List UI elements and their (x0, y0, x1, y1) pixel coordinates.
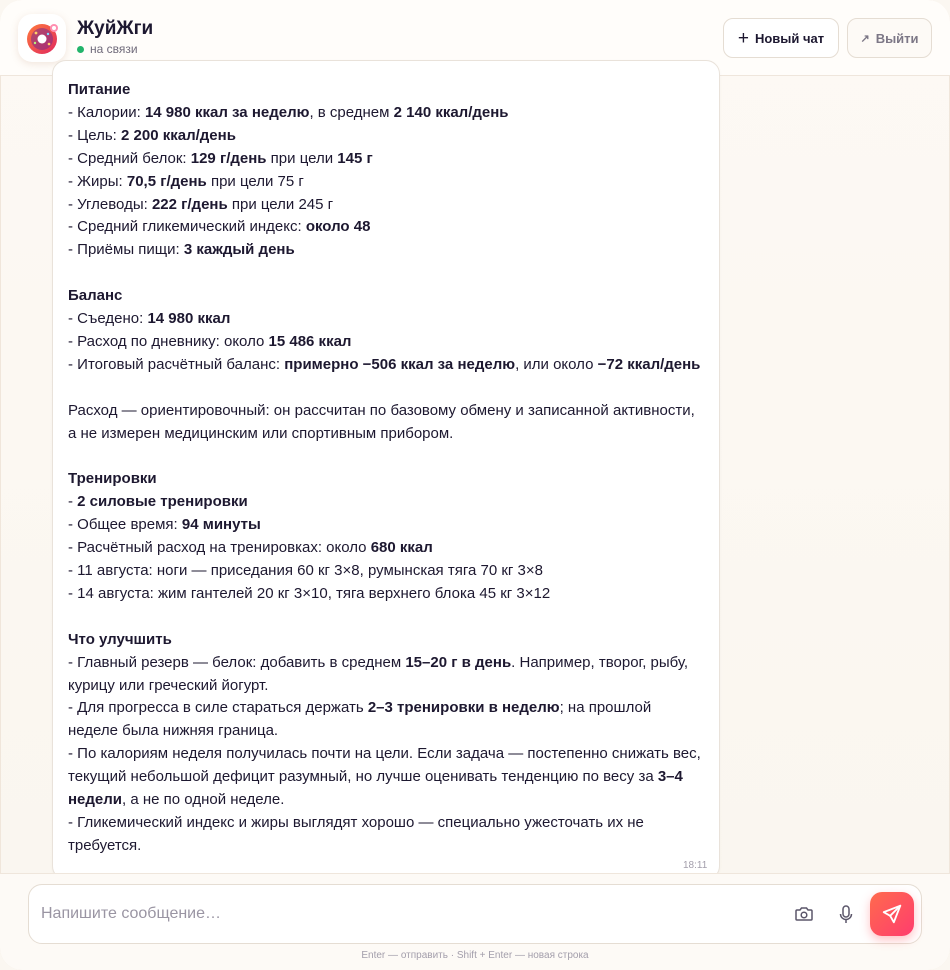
message-text-segment: - Для прогресса в силе стараться держать (68, 699, 368, 717)
message-line (68, 652, 708, 675)
message-text-segment: а не измерен медицинским или спортивным прибором. (68, 424, 454, 442)
message-line (68, 423, 708, 446)
message-line (68, 491, 708, 514)
message-text-segment: - По калориям неделя получилась почти на цели. Если задача — постепенно снижать вес, (68, 745, 701, 763)
message-text-segment: - Общее время: (68, 516, 182, 534)
message-line (68, 400, 708, 423)
message-line (68, 148, 708, 171)
message-line (68, 79, 708, 102)
message-text-segment: , а не по одной неделе. (122, 791, 285, 809)
message-blank-line (68, 377, 708, 400)
message-bold-text: 3–4 (657, 768, 683, 786)
microphone-icon[interactable] (834, 902, 858, 926)
message-text-segment: - Цель: (68, 126, 122, 144)
message-bold-text: 15 486 ккал (268, 332, 352, 350)
message-line (68, 354, 708, 377)
message-text-segment: - (68, 493, 78, 511)
message-bold-text: 2 140 ккал/день (393, 103, 509, 121)
message-text-segment: курицу или греческий йогурт. (68, 676, 269, 694)
online-indicator (77, 46, 84, 53)
message-line (68, 675, 708, 698)
message-bold-text: примерно −506 ккал за неделю (284, 355, 516, 373)
message-line (68, 239, 708, 262)
message-bold-text: Тренировки (68, 470, 157, 488)
message-text-segment: - 11 августа: ноги — приседания 60 кг 3×8, румынская тяга 70 кг 3×8 (68, 561, 543, 579)
camera-icon[interactable] (792, 902, 816, 926)
message-bold-text: 70,5 г/день (126, 172, 207, 190)
message-line (68, 308, 708, 331)
new-chat-label: Новый чат (754, 30, 825, 46)
keyboard-hint: Enter — отправить · Shift + Enter — новая строка (361, 950, 589, 961)
message-text-segment: при цели 75 г (206, 172, 304, 190)
message-text-segment: - Расход по дневнику: около (68, 332, 269, 350)
message-line (68, 583, 708, 606)
plus-icon: + (737, 27, 749, 49)
message-bold-text: 94 минуты (181, 516, 261, 534)
message-line (68, 697, 708, 720)
message-text-segment: - Итоговый расчётный баланс: (68, 355, 285, 373)
message-bold-text: 2–3 тренировки в неделю (367, 699, 560, 717)
message-line (68, 789, 708, 812)
message-bold-text: 680 ккал (370, 539, 433, 557)
message-bold-text: 3 каждый день (183, 241, 295, 259)
message-text-segment: требуется. (68, 836, 142, 854)
message-input-placeholder[interactable]: Напишите сообщение… (41, 905, 222, 922)
message-line (68, 171, 708, 194)
message-text-segment: - Съедено: (68, 310, 148, 328)
message-text-segment: - Калории: (68, 103, 145, 121)
connection-status (77, 42, 138, 56)
send-icon (881, 903, 903, 925)
message-text-segment: - Средний гликемический индекс: (68, 218, 306, 236)
message-bold-text: 129 г/день (190, 149, 267, 167)
message-bold-text: 145 г (337, 149, 373, 167)
message-text-segment: - Гликемический индекс и жиры выглядят хорошо — специально ужесточать их не (68, 813, 644, 831)
message-text-segment: - 14 августа: жим гантелей 20 кг 3×10, тяга верхнего блока 45 кг 3×12 (68, 584, 551, 602)
message-timestamp: 18:11 (683, 860, 708, 871)
message-text-segment: при цели 245 г (227, 195, 334, 213)
message-text-segment: - Средний белок: (68, 149, 191, 167)
message-text-segment: , или около (515, 355, 598, 373)
send-button[interactable] (870, 892, 914, 936)
message-text-segment: Расход — ориентировочный: он рассчитан по базовому обмену и записанной активности, (68, 401, 695, 419)
arrow-up-right-icon: ↗ (860, 32, 870, 45)
message-text-segment: текущий небольшой дефицит разумный, но лучше оценивать тенденцию по весу за (68, 768, 658, 786)
message-bold-text: около 48 (305, 218, 371, 236)
message-blank-line (68, 262, 708, 285)
exit-button[interactable] (847, 18, 932, 58)
message-bold-text: 222 г/день (151, 195, 228, 213)
message-line (68, 812, 708, 835)
message-text-segment: - Главный резерв — белок: добавить в среднем (68, 653, 406, 671)
message-bold-text: Что улучшить (68, 630, 172, 648)
message-line (68, 720, 708, 743)
message-line (68, 285, 708, 308)
message-line (68, 743, 708, 766)
message-bold-text: 14 980 ккал за неделю (144, 103, 310, 121)
message-line (68, 560, 708, 583)
message-line (68, 216, 708, 239)
message-bold-text: недели (68, 791, 123, 809)
message-line (68, 331, 708, 354)
message-text-segment: . Например, творог, рыбу, (511, 653, 689, 671)
message-bold-text: −72 ккал/день (597, 355, 701, 373)
message-line (68, 514, 708, 537)
message-line (68, 537, 708, 560)
message-text (68, 79, 708, 858)
message-text-segment: - Углеводы: (68, 195, 152, 213)
message-line (68, 468, 708, 491)
message-text-segment: , в среднем (309, 103, 394, 121)
message-bold-text: 15–20 г в день (405, 653, 512, 671)
message-text-segment: неделе была нижняя граница. (68, 722, 279, 740)
message-text-segment: - Расчётный расход на тренировках: около (68, 539, 371, 557)
message-line (68, 835, 708, 858)
message-bold-text: 2 200 ккал/день (121, 126, 236, 144)
message-line (68, 629, 708, 652)
message-line (68, 102, 708, 125)
message-text-segment: при цели (266, 149, 338, 167)
status-text: на связи (90, 42, 138, 56)
message-line (68, 766, 708, 789)
donut-logo-icon (18, 14, 66, 62)
message-blank-line (68, 445, 708, 468)
message-bold-text: 2 силовые тренировки (77, 493, 248, 511)
app-title: ЖуйЖги (77, 18, 154, 39)
message-blank-line (68, 606, 708, 629)
message-text-segment: ; на прошлой (559, 699, 652, 717)
message-text-segment: - Приёмы пищи: (68, 241, 184, 259)
exit-label: Выйти (875, 30, 919, 46)
message-bold-text: 14 980 ккал (147, 310, 231, 328)
message-bold-text: Питание (68, 81, 131, 98)
message-line (68, 125, 708, 148)
message-text-segment: - Жиры: (68, 172, 127, 190)
message-bold-text: Баланс (68, 287, 123, 305)
message-line (68, 194, 708, 217)
new-chat-button[interactable] (723, 18, 839, 58)
